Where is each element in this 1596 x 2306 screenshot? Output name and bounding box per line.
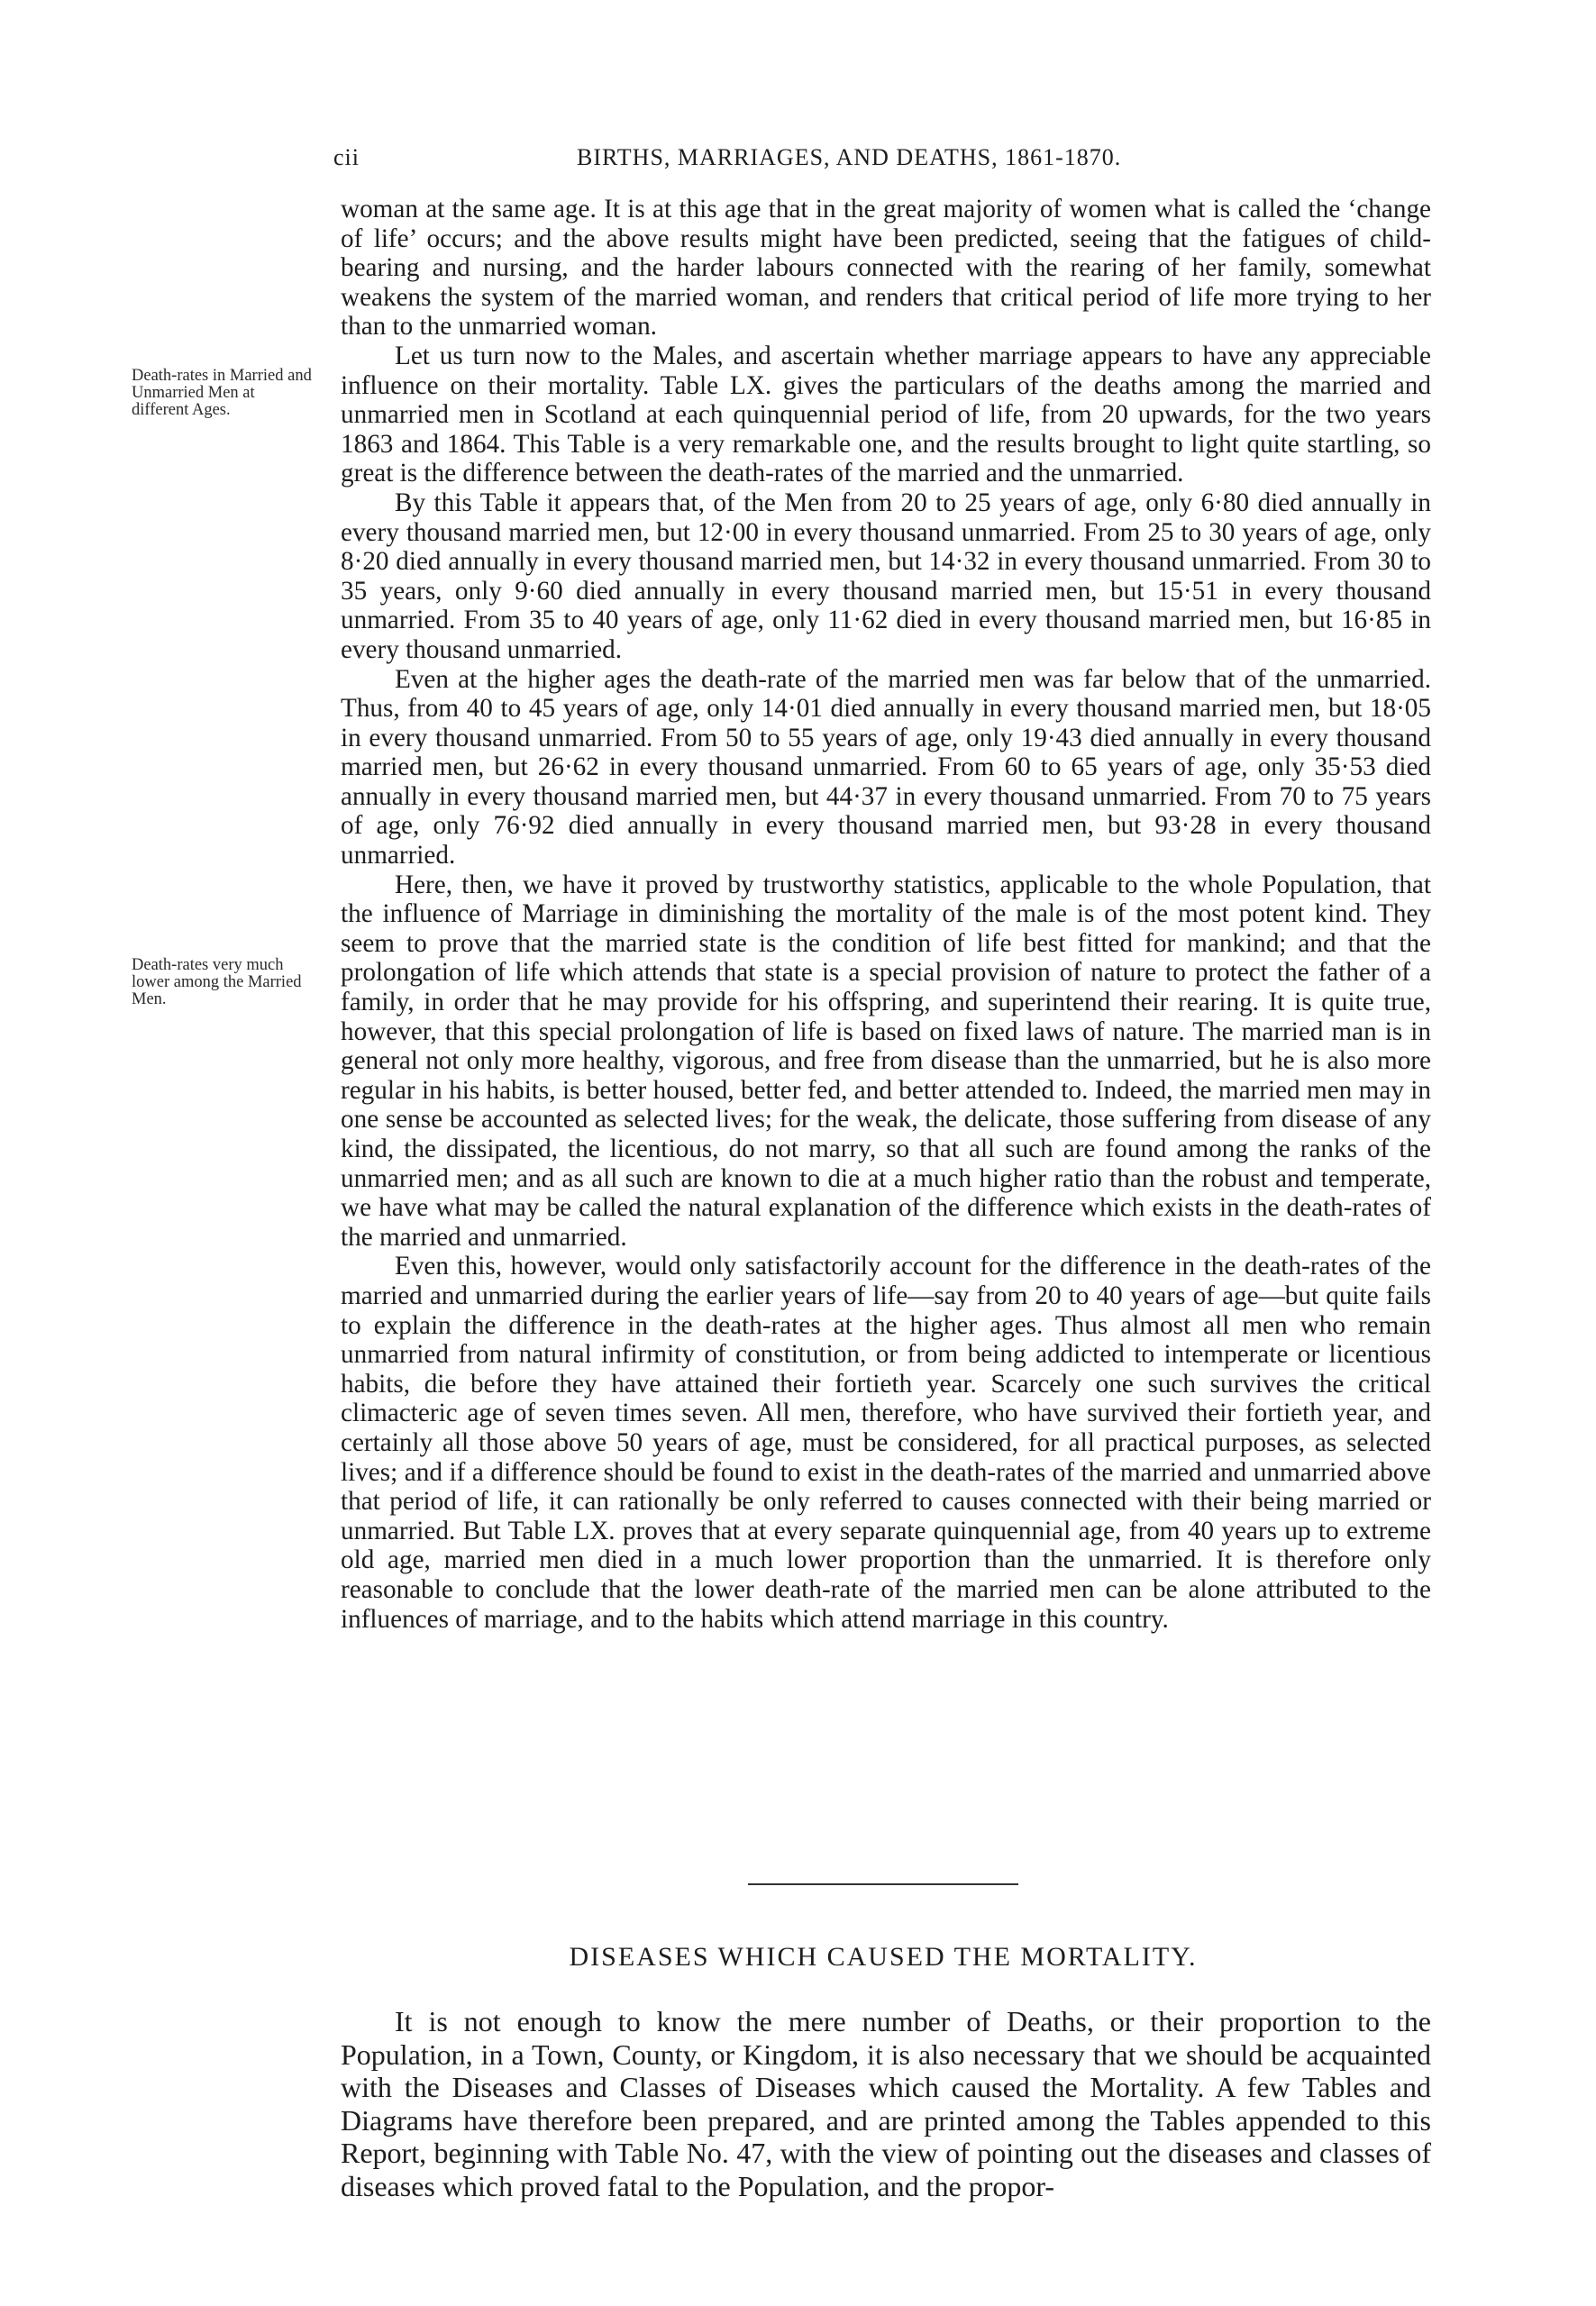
page-number: cii: [333, 144, 360, 170]
paragraph: Even at the higher ages the death-rate of the married men was far below that of the unmarried. Thus, from 40 to 45 years of age, only 14·01 died annually in every thousand married men, but 18·05 in every thousand unmarried. From 50 to 55 years of age, only 19·43 died annually in every thousand married men, but 26·62 in every thousand unmarried. From 60 to 65 years of age, only 35·53 died annually in every thousand married men, but 44·37 in every thousand unmarried. From 70 to 75 years of age, only 76·92 died annually in every thousand married men, but 93·28 in every thousand unmarried.: [341, 664, 1431, 870]
paragraph: It is not enough to know the mere number of Deaths, or their proportion to the Population, in a Town, County, or Kingdom, it is also necessary that we should be acquainted with the Diseases and Classes of Diseases which caused the Mortality. A few Tables and Diagrams have therefore been prepared, and are printed among the Tables appended to this Report, beginning with Table No. 47, with the view of pointing out the diseases and classes of diseases which proved fatal to the Population, and the propor-: [341, 2005, 1431, 2202]
marginal-note: Death-rates very much lower among the Married Men.: [132, 956, 302, 1008]
paragraph: Let us turn now to the Males, and ascertain whether marriage appears to have any appreciable influence on their mortality. Table LX. gives the particulars of the deaths among the married and unmarried men in Scotland at each quinquennial period of life, from 20 upwards, for the two years 1863 and 1864. This Table is a very remarkable one, and the results brought to light quite startling, so great is the difference between the death-rates of the married and the unmarried.: [341, 341, 1431, 488]
paragraph: Even this, however, would only satisfactorily account for the difference in the death-rates of the married and unmarried during the earlier years of life—say from 20 to 40 years of age—but quite fails to explain the difference in the death-rates at the higher ages. Thus almost all men who remain unmarried from natural infirmity of constitution, or from being addicted to intemperate or licentious habits, die before they have attained their fortieth year. Scarcely one such survives the critical climacteric age of seven times seven. All men, therefore, who have survived their fortieth year, and certainly all those above 50 years of age, must be considered, for all practical purposes, as selected lives; and if a difference should be found to exist in the death-rates of the married and unmarried above that period of life, it can rationally be only referred to causes connected with their being married or unmarried. But Table LX. proves that at every separate quinquennial age, from 40 years up to extreme old age, married men died in a much lower proportion than the unmarried. It is therefore only reasonable to conclude that the lower death-rate of the married men can be alone attributed to the influences of marriage, and to the habits which attend marriage in this country.: [341, 1252, 1431, 1634]
running-title: BIRTHS, MARRIAGES, AND DEATHS, 1861-1870.: [577, 144, 1122, 170]
paragraph: By this Table it appears that, of the Men from 20 to 25 years of age, only 6·80 died annually in every thousand married men, but 12·00 in every thousand unmarried. From 25 to 30 years of age, only 8·20 died annually in every thousand married men, but 14·32 in every thousand unmarried. From 30 to 35 years, only 9·60 died annually in every thousand married men, but 15·51 in every thousand unmarried. From 35 to 40 years of age, only 11·62 died in every thousand married men, but 16·85 in every thousand unmarried.: [341, 488, 1431, 664]
paragraph: woman at the same age. It is at this age that in the great majority of women what is called the ‘change of life’ occurs; and the above results might have been predicted, seeing that the fatigues of child-bearing and nursing, and the harder labours connected with the rearing of her family, somewhat weakens the system of the married woman, and renders that critical period of life more trying to her than to the unmarried woman.: [341, 195, 1431, 342]
section-body: [341, 2005, 1431, 2202]
section-divider: [748, 1883, 1018, 1885]
body-text: [341, 195, 1431, 1634]
paragraph: Here, then, we have it proved by trustworthy statistics, applicable to the whole Population, that the influence of Marriage in diminishing the mortality of the male is of the most potent kind. They seem to prove that the married state is the condition of life best fitted for mankind; and that the prolongation of life which attends that state is a special provision of nature to protect the father of a family, in order that he may provide for his offspring, and superintend their rearing. It is quite true, however, that this special prolongation of life is based on fixed laws of nature. The married man is in general not only more healthy, vigorous, and free from disease than the unmarried, but he is also more regular in his habits, is better housed, better fed, and better attended to. Indeed, the married men may in one sense be accounted as selected lives; for the weak, the delicate, those suffering from disease of any kind, the dissipated, the licentious, do not marry, so that all such are found among the ranks of the unmarried men; and as all such are known to die at a much higher ratio than the robust and temperate, we have what may be called the natural explanation of the difference which exists in the death-rates of the married and unmarried.: [341, 870, 1431, 1252]
section-heading: DISEASES WHICH CAUSED THE MORTALITY.: [569, 1942, 1198, 1972]
running-head: [333, 144, 1433, 180]
marginal-note: Death-rates in Married and Unmarried Men at different Ages.: [132, 367, 312, 419]
